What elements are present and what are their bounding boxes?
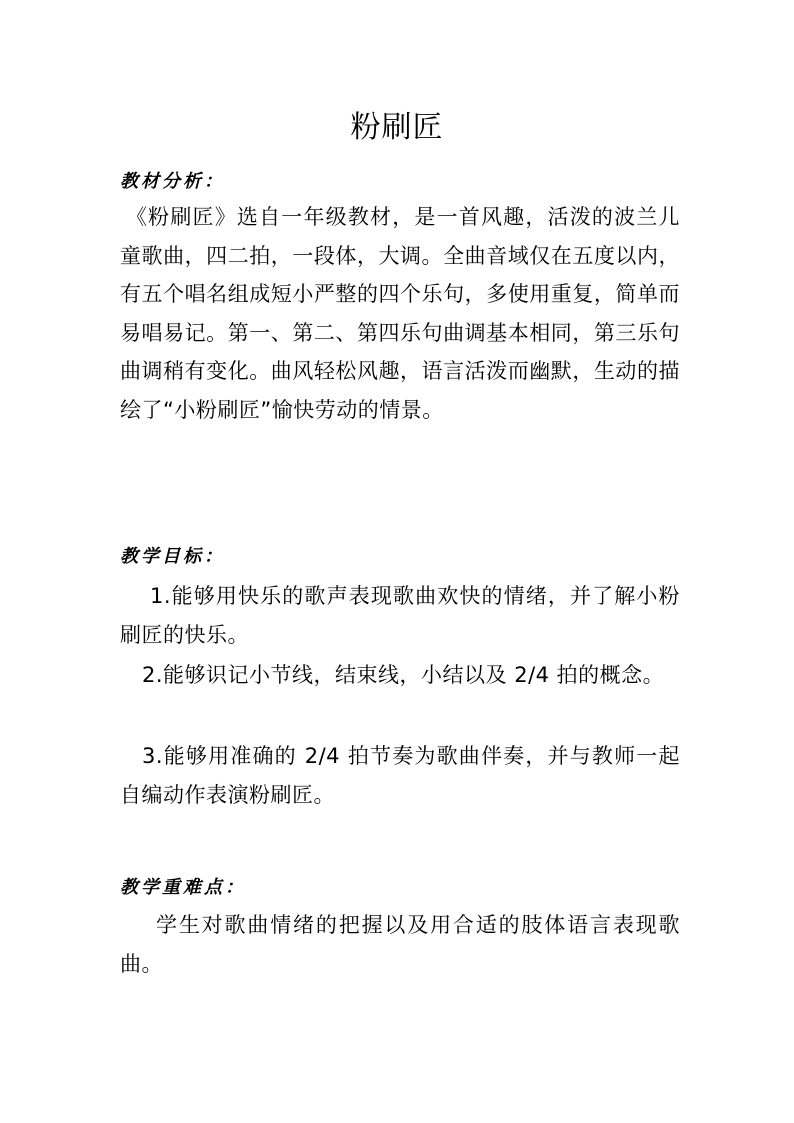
- section-heading-key-difficulties: 教学重难点：: [120, 877, 246, 898]
- section-heading-textbook-analysis: 教材分析：: [120, 171, 225, 192]
- teaching-goal-1: 1.能够用快乐的歌声表现歌曲欢快的情绪，并了解小粉刷匠的快乐。: [120, 584, 680, 647]
- teaching-goal-3: 3.能够用准确的 2/4 拍节奏为歌曲伴奏，并与教师一起自编动作表演粉刷匠。: [120, 744, 680, 807]
- teaching-goal-2: 2.能够识记小节线，结束线，小结以及 2/4 拍的概念。: [142, 663, 665, 687]
- document-title: 粉刷匠: [350, 110, 444, 145]
- key-difficulties-paragraph: 学生对歌曲情绪的把握以及用合适的肢体语言表现歌曲。: [120, 913, 680, 976]
- section-heading-teaching-goals: 教学目标：: [120, 546, 225, 567]
- textbook-analysis-paragraph: 《粉刷匠》选自一年级教材，是一首风趣，活泼的波兰儿童歌曲，四二拍，一段体，大调。全曲音域仅在五度以内，有五个唱名组成短小严整的四个乐句，多使用重复，简单而易唱易记。第一、第二、第四乐句曲调基本相同，第三乐句曲调稍有变化。曲风轻松风趣，语言活泼而幽默，生动的描绘了“小粉刷匠”愉快劳动的情景。: [120, 205, 680, 422]
